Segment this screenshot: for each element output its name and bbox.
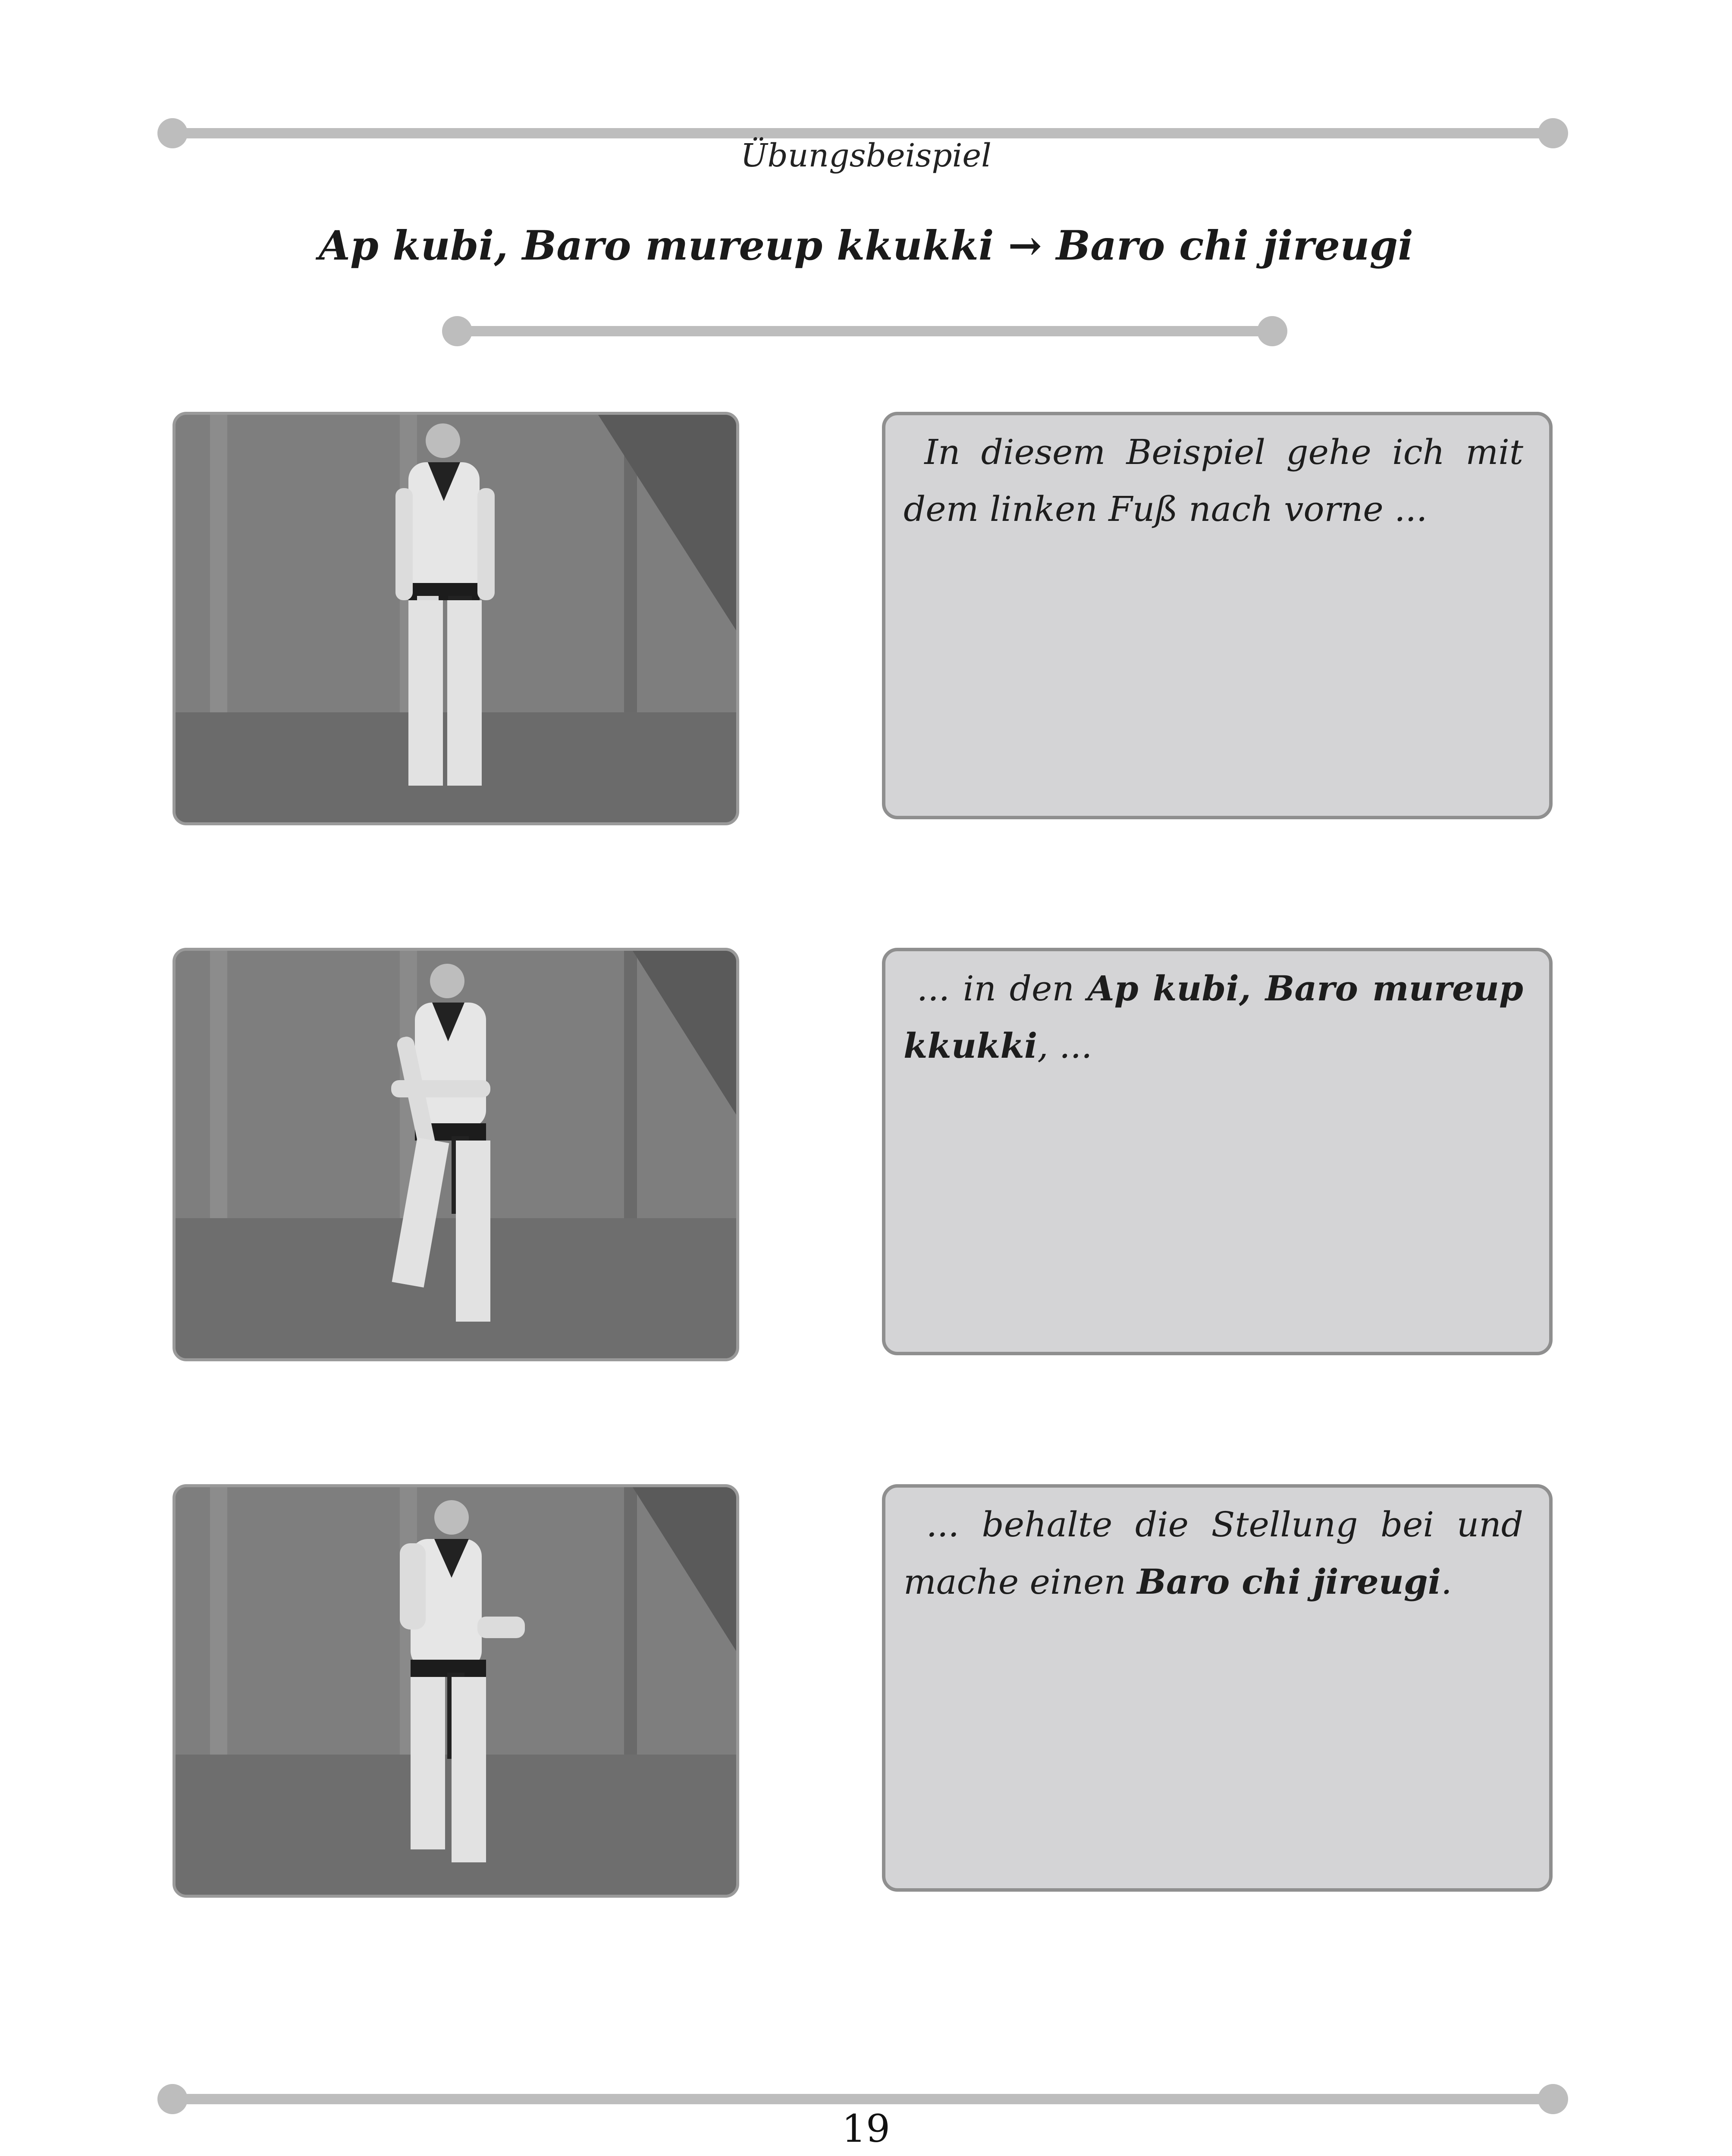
- page-title: Ap kubi, Baro mureup kkukki → Baro chi jireugi: [319, 222, 1413, 270]
- step-3-text-part-1: ... behalte die Stellung bei und mache einen: [904, 1504, 1523, 1602]
- step-3-text: [882, 1484, 1553, 1892]
- step-2-text-part-1: ... in den: [904, 968, 1088, 1009]
- step-2-text: [882, 948, 1553, 1355]
- step-2-text-part-3: , ...: [1037, 1026, 1092, 1066]
- martial-artist-ready-stance-photo-icon: [176, 415, 736, 822]
- step-3-photo: [173, 1484, 739, 1898]
- martial-artist-low-block-photo-icon: [176, 951, 736, 1358]
- step-1-text-part-1: In diesem Beispiel gehe ich mit dem linken Fuß nach vorne ...: [904, 432, 1523, 529]
- page-number: 19: [842, 2106, 890, 2151]
- step-1-text: [882, 412, 1553, 819]
- step-3-text-part-3: .: [1441, 1562, 1452, 1602]
- martial-artist-punch-photo-icon: [176, 1487, 736, 1895]
- header-label: Übungsbeispiel: [740, 137, 992, 174]
- step-1-photo: [173, 412, 739, 825]
- step-3-technique-name: Baro chi jireugi: [1137, 1561, 1441, 1602]
- step-2-technique-name: Ap kubi, Baro mureup kkukki: [904, 968, 1523, 1066]
- step-2-photo: [173, 948, 739, 1361]
